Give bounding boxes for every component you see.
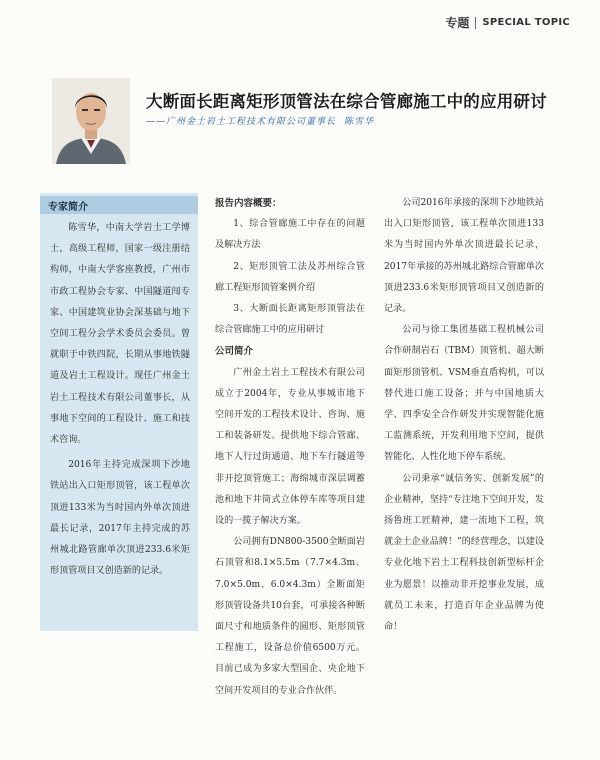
section-label-en: SPECIAL TOPIC bbox=[482, 17, 570, 28]
article-title: 大断面长距离矩形顶管法在综合管廊施工中的应用研讨 bbox=[146, 92, 547, 111]
article-byline bbox=[146, 114, 374, 127]
byline-author: 陈雪华 bbox=[344, 117, 375, 127]
article-column-right bbox=[384, 193, 544, 638]
portrait-graphic bbox=[52, 78, 130, 164]
byline-role: ——广州金土岩土工程技术有限公司董事长 bbox=[146, 117, 337, 127]
company-heading: 公司简介 bbox=[215, 346, 254, 358]
author-portrait bbox=[52, 78, 130, 164]
company-paragraph: 公司拥有DN800-3500全断面岩石顶管和8.1×5.5m（7.7×4.3m、7.0×5.0m、6.0×4.3m）全断面矩形顶管设备共10台套，可承接各种断面尺寸和地质条件的圆形、矩形顶管工程施工，设备总价值6500万元。目前已成为多家大型国企、央企地下空间开发项目的专业合作伙伴。 bbox=[215, 537, 365, 696]
article-column-middle bbox=[215, 193, 365, 702]
report-item: 3、大断面长距离矩形顶管法在综合管廊施工中的应用研讨 bbox=[215, 304, 365, 336]
company-paragraph: 公司与徐工集团基础工程机械公司合作研制岩石（TBM）顶管机、超大断面矩形顶管机、VSM垂直盾构机，可以替代进口施工设备；并与中国地质大学、四季安全合作研发并实现智能化施工监测系统，开发利用地下空间，提供智能化、人性化地下停车系统。 bbox=[384, 325, 544, 463]
report-heading: 报告内容概要： bbox=[215, 198, 282, 209]
profile-paragraph: 2016年主持完成深圳下沙地铁站出入口矩形顶管，该工程单次顶进133米为当时国内外单次顶进最长记录，2017年主持完成的苏州城北路管廊单次顶进233.6米矩形顶管项目又创造新的记录。 bbox=[50, 460, 190, 577]
expert-profile-body bbox=[50, 218, 190, 582]
expert-profile-header bbox=[40, 196, 198, 214]
section-label-zh: 专题 bbox=[445, 16, 470, 30]
header-divider bbox=[475, 17, 476, 29]
expert-profile-heading: 专家简介 bbox=[48, 202, 88, 213]
company-paragraph: 公司2016年承接的深圳下沙地铁站出入口矩形顶管，该工程单次顶进133米为当时国内外单次顶进最长记录，2017年承接的苏州城北路综合管廊单次顶进233.6米矩形顶管项目又创造新的记录。 bbox=[384, 198, 544, 315]
profile-paragraph: 陈雪华，中南大学岩土工学博士，高级工程师，国家一级注册结构师，中南大学客座教授，广州市市政工程协会专家、中国隧道闯专家、中国建筑业协会深基础与地下空间工程分会学术委员会委员。曾就职于中铁四院，长期从事地铁隧道及岩土工程设计。现任广州金土岩土工程技术有限公司董事长，从事地下空间的工程设计、施工和技术咨询。 bbox=[50, 223, 190, 446]
section-header bbox=[445, 14, 570, 31]
company-paragraph: 广州金土岩土工程技术有限公司成立于2004年，专业从事城市地下空间开发的工程技术设计、咨询、施工和装备研发。提供地下综合管廊、地下人行过街通道、地下车行隧道等非开挖顶管施工；海绵城市深层调蓄池和地下井筒式立体停车库等项目建设的一揽子解决方案。 bbox=[215, 367, 365, 527]
report-item: 2、矩形顶管工法及苏州综合管廊工程矩形顶管案例介绍 bbox=[215, 261, 365, 293]
report-item: 1、综合管廊施工中存在的问题及解决方法 bbox=[215, 219, 365, 251]
company-paragraph: 公司秉承“诚信务实、创新发展”的企业精神，坚持“专注地下空间开发，发扬鲁班工匠精神，建一流地下工程，筑就金土企业品牌！”的经营理念，以建设专业化地下岩土工程科技创新型标杆企业为愿景！以推动非开挖事业发展，成就员工未来，打造百年企业品牌为使命！ bbox=[384, 473, 544, 633]
